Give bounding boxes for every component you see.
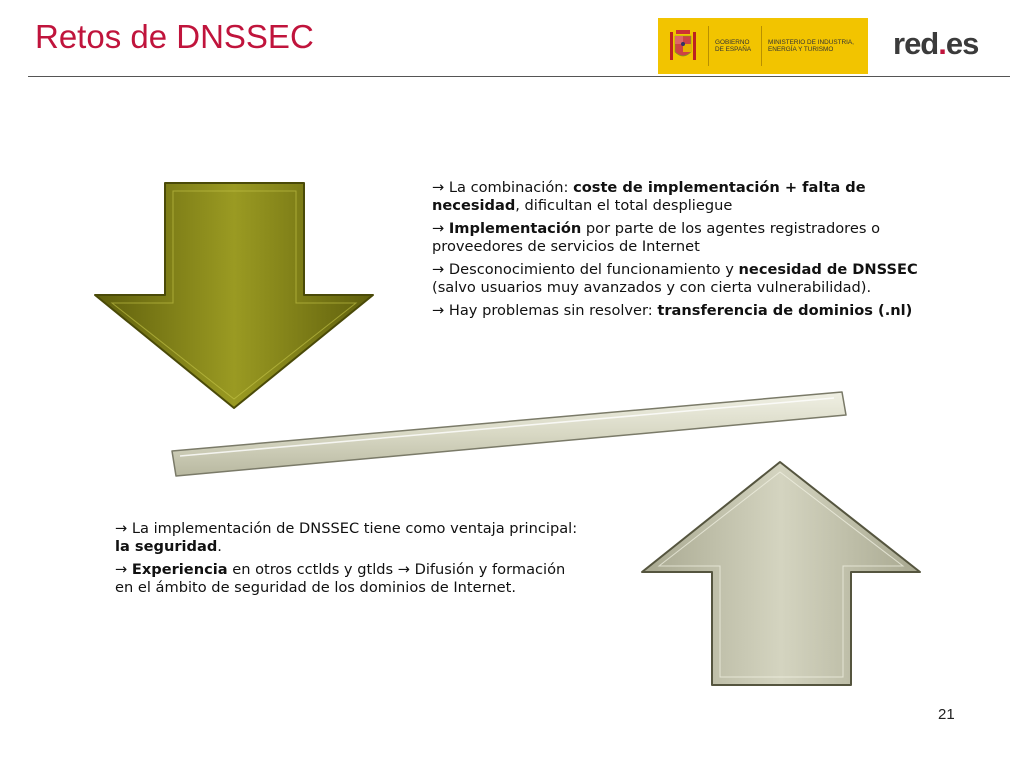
challenge-item: → Implementación por parte de los agentes registradores o proveedores de servicios de Internet [432, 220, 881, 255]
ministerio-text: MINISTERIO DE INDUSTRIA, ENERGÍA Y TURISMO [761, 26, 864, 66]
challenge-item: → La combinación: coste de implementación + falta de necesidad, dificultan el total despliegue [432, 179, 866, 214]
page-number: 21 [938, 706, 955, 723]
advantages-list [115, 520, 585, 602]
challenge-item: → Desconocimiento del funcionamiento y necesidad de DNSSEC (salvo usuarios muy avanzados y con cierta vulnerabilidad). [432, 261, 918, 296]
arrow-right-icon: → [115, 520, 128, 537]
advantage-item: → Experiencia en otros cctlds y gtlds → Difusión y formación en el ámbito de seguridad de los dominios de Internet. [115, 561, 566, 596]
slide-title: Retos de DNSSEC [35, 18, 314, 55]
challenge-item: → Hay problemas sin resolver: transferencia de dominios (.nl) [432, 302, 913, 319]
arrow-right-icon: → [115, 561, 128, 578]
brand-dot: . [938, 26, 946, 61]
advantage-item: → La implementación de DNSSEC tiene como ventaja principal: la seguridad. [115, 520, 578, 555]
up-arrow-icon [642, 462, 920, 685]
brand-name: red [893, 26, 939, 61]
arrow-right-icon: → [432, 220, 445, 237]
gobierno-text: GOBIERNO DE ESPAÑA [708, 26, 761, 66]
arrow-right-icon: → [432, 302, 445, 319]
down-arrow-icon [95, 183, 373, 408]
brand-tld: es [945, 26, 979, 61]
arrow-right-icon: → [432, 179, 445, 196]
seesaw-bar [172, 392, 846, 476]
challenges-list [432, 179, 932, 326]
arrow-right-icon: → [432, 261, 445, 278]
